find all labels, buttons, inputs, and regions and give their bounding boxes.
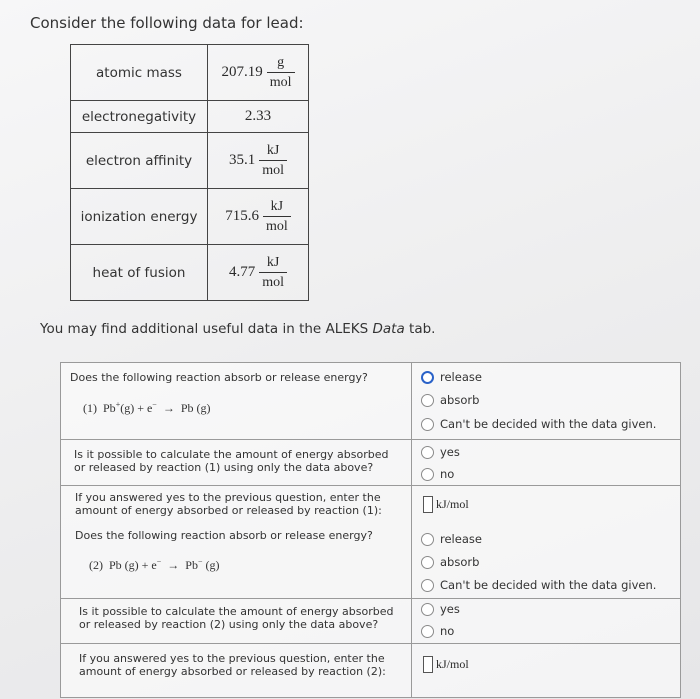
question-row-2 [61, 439, 680, 486]
q2-energy-input[interactable] [423, 656, 433, 673]
charge: − [152, 400, 157, 409]
option-label: release [440, 370, 482, 384]
reaction-number: (1) [83, 401, 97, 415]
reaction-species: (g) + e [120, 401, 153, 415]
reaction-2 [89, 557, 219, 573]
unit-numerator: kJ [270, 199, 284, 214]
question-row-4 [61, 521, 680, 598]
option-label: no [440, 467, 455, 481]
option-label: absorb [440, 393, 480, 407]
note-text: You may find additional useful data in the ALEKS [40, 321, 373, 337]
unit-label: kJ/mol [436, 657, 469, 671]
reaction-species: Pb (g) + e [109, 558, 157, 572]
unit-fraction [259, 254, 287, 291]
q2-answer-field [423, 656, 469, 673]
q1-energy-input[interactable] [423, 496, 433, 513]
unit-denominator: mol [259, 272, 287, 291]
charge: − [197, 557, 203, 566]
question-panel [60, 362, 681, 698]
unit-label: kJ/mol [436, 497, 469, 511]
reaction-arrow: → [167, 558, 180, 572]
question-row-5 [61, 598, 680, 644]
intro-text: Consider the following data for lead: [30, 14, 304, 32]
radio-selected[interactable] [421, 371, 434, 384]
option-label: no [440, 624, 455, 638]
table-row [71, 189, 309, 245]
data-tab-note [40, 321, 435, 337]
radio[interactable] [421, 533, 434, 546]
charge: − [156, 557, 162, 566]
reaction-species: Pb [103, 401, 116, 415]
unit-denominator: mol [259, 160, 287, 179]
property-value-cell [208, 101, 309, 133]
property-value: 715.6 [225, 208, 259, 224]
q1-option-cant-decide[interactable] [421, 417, 656, 431]
unit-denominator: mol [263, 216, 291, 235]
q2-amount-prompt: If you answered yes to the previous question, enter the amount of energy absorbed or released by reaction (2): [79, 652, 386, 678]
property-value: 4.77 [228, 264, 256, 280]
unit-denominator: mol [267, 72, 295, 91]
option-label: yes [440, 445, 460, 459]
q1-answer-field [423, 496, 469, 513]
table-row [71, 45, 309, 101]
property-value-cell [208, 45, 309, 101]
lead-data-table [70, 44, 309, 301]
option-label: yes [440, 602, 460, 616]
note-text-end: tab. [404, 321, 436, 337]
radio[interactable] [421, 603, 434, 616]
unit-fraction [259, 142, 287, 179]
radio[interactable] [421, 394, 434, 407]
property-label: atomic mass [71, 45, 208, 101]
property-label: electronegativity [71, 101, 208, 133]
reaction-number: (2) [89, 558, 103, 572]
property-label: ionization energy [71, 189, 208, 245]
q2-option-no[interactable] [421, 624, 454, 638]
property-value: 35.1 [228, 152, 256, 168]
radio[interactable] [421, 579, 434, 592]
radio[interactable] [421, 418, 434, 431]
q2-prompt: Does the following reaction absorb or release energy? [75, 529, 373, 542]
q1-possible-prompt: Is it possible to calculate the amount of energy absorbed or released by reaction (1) using only the data above? [74, 448, 389, 474]
reaction-state: (g) [205, 558, 220, 572]
q1-prompt: Does the following reaction absorb or release energy? [70, 371, 368, 384]
option-label: absorb [440, 555, 480, 569]
option-label: Can't be decided with the data given. [440, 417, 657, 431]
property-label: heat of fusion [71, 245, 208, 301]
property-value-cell [208, 133, 309, 189]
property-label: electron affinity [71, 133, 208, 189]
q1-amount-prompt: If you answered yes to the previous question, enter the amount of energy absorbed or released by reaction (1): [75, 491, 382, 517]
unit-fraction [267, 54, 295, 91]
unit-fraction [263, 198, 291, 235]
reaction-arrow: → [162, 401, 175, 415]
q1-option-release[interactable] [421, 370, 482, 384]
unit-numerator: kJ [266, 255, 280, 270]
q1-option-absorb[interactable] [421, 393, 479, 407]
property-value: 207.19 [221, 64, 263, 80]
note-data-link: Data [372, 321, 405, 337]
property-value-cell [208, 189, 309, 245]
q1-option-no[interactable] [421, 467, 454, 481]
radio[interactable] [421, 446, 434, 459]
unit-numerator: kJ [266, 143, 280, 158]
radio[interactable] [421, 625, 434, 638]
table-row [71, 245, 309, 301]
radio[interactable] [421, 468, 434, 481]
reaction-species: Pb (g) [180, 401, 211, 415]
charge: + [115, 400, 121, 409]
question-row-3 [61, 485, 680, 522]
table-row [71, 133, 309, 189]
reaction-species: Pb [185, 558, 198, 572]
question-row-1 [61, 363, 680, 439]
q2-option-cant-decide[interactable] [421, 578, 656, 592]
q1-option-yes[interactable] [421, 445, 460, 459]
property-value-cell [208, 245, 309, 301]
q2-option-yes[interactable] [421, 602, 460, 616]
reaction-1 [83, 400, 210, 416]
unit-numerator: g [277, 55, 285, 70]
radio[interactable] [421, 556, 434, 569]
q2-possible-prompt: Is it possible to calculate the amount of energy absorbed or released by reaction (2) using only the data above? [79, 605, 394, 631]
option-label: release [440, 532, 482, 546]
q2-option-release[interactable] [421, 532, 482, 546]
option-label: Can't be decided with the data given. [440, 578, 657, 592]
property-value: 2.33 [244, 108, 272, 124]
question-row-6 [61, 643, 680, 698]
q2-option-absorb[interactable] [421, 555, 479, 569]
table-row [71, 101, 309, 133]
